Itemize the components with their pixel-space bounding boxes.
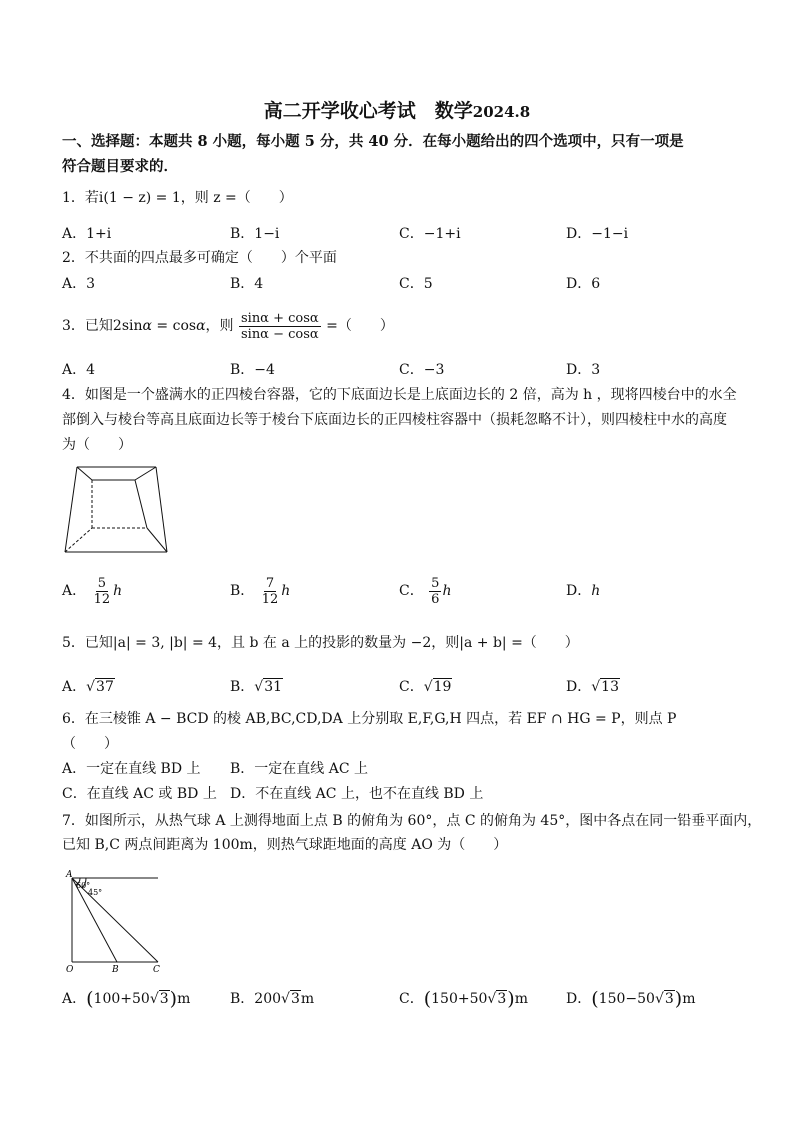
q3-option-c: C．−3 (399, 362, 445, 378)
figure-angle-45: 45° (88, 888, 103, 897)
q7-option-c-radicand: 3 (497, 991, 507, 1007)
q5-option-a-label: A． (62, 679, 87, 695)
q2-option-c: C．5 (399, 276, 433, 292)
q7-option-b: B．200√3m (230, 991, 315, 1007)
q6-option-c: C．在直线 AC 或 BD 上 (62, 786, 217, 802)
q4-option-b (230, 574, 290, 608)
q3-frac-denominator: sinα − cosα (240, 326, 319, 342)
q7-option-c-pre: 150+50 (431, 991, 488, 1007)
q5-option-c-label: C． (399, 679, 424, 695)
q4-line3: 为（ ） (62, 437, 132, 453)
q7-option-b-unit: m (300, 991, 315, 1007)
q4-line2: 部倒入与棱台等高且底面边长等于棱台下底面边长的正四棱柱容器中（损耗忽略不计），则四棱柱中水的高度 (62, 412, 727, 428)
q5-option-c-radicand: 19 (433, 679, 452, 695)
q4-option-a-den: 12 (93, 591, 111, 607)
q5-option-b-label: B． (230, 679, 255, 695)
q3-frac-numerator: sinα + cosα (240, 310, 319, 326)
page-title (0, 96, 794, 123)
q3-option-a: A．4 (62, 362, 96, 378)
section-heading-line1: 一、选择题：本题共 8 小题，每小题 5 分，共 40 分．在每小题给出的四个选项中，只有一项是 (62, 133, 684, 150)
q7-option-c: C．(150+50√3)m (399, 988, 528, 1010)
q4-option-c-var: h (442, 583, 452, 599)
q4-option-b-fraction (260, 576, 281, 607)
q4-option-b-var: h (281, 583, 291, 599)
q3-then: ，则 (205, 318, 234, 334)
figure-label-a: A (66, 870, 73, 880)
q4-option-a (62, 574, 122, 608)
q7-option-d-pre: 150−50 (598, 991, 655, 1007)
frustum-figure (62, 462, 172, 556)
q5-option-c: C．√19 (399, 679, 452, 695)
q2-stem: 2．不共面的四点最多可确定（ ）个平面 (62, 250, 337, 266)
q7-option-b-label: B． (230, 991, 255, 1007)
q6-option-a: A．一定在直线 BD 上 (62, 761, 201, 777)
q3-alpha-2: α (196, 318, 206, 334)
q7-option-a: A．(100+50√3)m (62, 988, 191, 1010)
q5-option-b-radicand: 31 (264, 679, 283, 695)
figure-label-b: B (112, 965, 119, 975)
q5-option-d: D．√13 (566, 679, 619, 695)
figure-angle-60: 60° (76, 881, 91, 890)
q7-option-d: D．(150−50√3)m (566, 988, 696, 1010)
q4-option-c-den: 6 (431, 591, 440, 607)
q4-option-b-num: 7 (265, 575, 275, 591)
q2-option-d: D．6 (566, 276, 601, 292)
q1-option-a: A．1+i (62, 226, 112, 242)
q2-option-a: A．3 (62, 276, 96, 292)
q3-stem (62, 310, 394, 342)
q6-option-b: B．一定在直线 AC 上 (230, 761, 369, 777)
q7-option-a-radicand: 3 (159, 991, 169, 1007)
q1-stem: 1．若i(1 − z) = 1，则 z =（ ） (62, 190, 293, 206)
q7-option-b-pre: 200 (254, 991, 282, 1007)
q7-option-d-label: D． (566, 991, 592, 1007)
q3-alpha: α (142, 318, 152, 334)
q2-option-b: B．4 (230, 276, 264, 292)
q4-line1: 4．如图是一个盛满水的正四棱台容器，它的下底面边长是上底面边长的 2 倍，高为 h ，现将四棱台中的水全 (62, 387, 737, 403)
q3-suffix: =（ ） (321, 318, 394, 334)
q4-option-c-label: C． (399, 583, 424, 599)
q3-option-b: B．−4 (230, 362, 275, 378)
q4-option-c-fraction (429, 576, 441, 607)
q4-option-a-num: 5 (97, 575, 106, 591)
q6-option-d: D．不在直线 AC 上，也不在直线 BD 上 (230, 786, 484, 802)
q5-option-d-label: D． (566, 679, 592, 695)
q4-option-a-fraction (92, 576, 113, 607)
q4-option-d-var: h (591, 583, 601, 599)
q7-option-a-label: A． (62, 991, 87, 1007)
q4-option-d-label: D． (566, 583, 592, 599)
q3-prefix: 3．已知2sin (62, 318, 143, 334)
q7-line1: 7．如图所示，从热气球 A 上测得地面上点 B 的俯角为 60°，点 C 的俯角为 45°，图中各点在同一铅垂平面内， (62, 813, 762, 829)
section-heading-line2: 符合题目要求的． (62, 158, 178, 175)
q4-option-d (566, 582, 600, 600)
q7-line2: 已知 B,C 两点间距离为 100m，则热气球距地面的高度 AO 为（ ） (62, 837, 508, 853)
q7-option-a-pre: 100+50 (93, 991, 150, 1007)
q4-option-b-den: 12 (261, 591, 279, 607)
q7-option-a-unit: m (177, 991, 191, 1007)
q4-option-b-label: B． (230, 583, 255, 599)
q5-option-d-radicand: 13 (601, 679, 619, 695)
q5-option-a: A．√37 (62, 679, 114, 695)
q7-option-c-unit: m (514, 991, 528, 1007)
q1-option-c: C．−1+i (399, 226, 461, 242)
q4-option-a-label: A． (62, 583, 87, 599)
figure-label-o: O (66, 965, 74, 975)
title-year: 2024.8 (472, 103, 531, 121)
q1-option-b: B．1−i (230, 226, 280, 242)
balloon-angle-figure (62, 866, 172, 976)
q4-option-c-num: 5 (431, 575, 440, 591)
q5-stem: 5．已知|a| = 3, |b| = 4，且 b 在 a 上的投影的数量为 −2，则|a + b| =（ ） (62, 635, 579, 651)
q4-option-c (399, 574, 451, 608)
q1-option-d: D．−1−i (566, 226, 629, 242)
title-text: 高二开学收心考试 数学 (263, 100, 473, 122)
figure-label-c: C (153, 965, 160, 975)
q5-option-a-radicand: 37 (96, 679, 114, 695)
q7-option-c-label: C． (399, 991, 424, 1007)
q7-option-d-unit: m (682, 991, 696, 1007)
q6-line1: 6．在三棱锥 A − BCD 的棱 AB,BC,CD,DA 上分别取 E,F,G,H 四点，若 EF ∩ HG = P，则点 P (62, 711, 677, 727)
q3-eq: = cos (151, 318, 197, 334)
q7-option-b-radicand: 3 (290, 991, 300, 1007)
q4-option-a-var: h (113, 583, 123, 599)
q7-option-d-radicand: 3 (664, 991, 674, 1007)
q5-option-b: B．√31 (230, 679, 283, 695)
q3-fraction (239, 311, 321, 342)
q6-line2: （ ） (62, 736, 118, 752)
q3-option-d: D．3 (566, 362, 601, 378)
